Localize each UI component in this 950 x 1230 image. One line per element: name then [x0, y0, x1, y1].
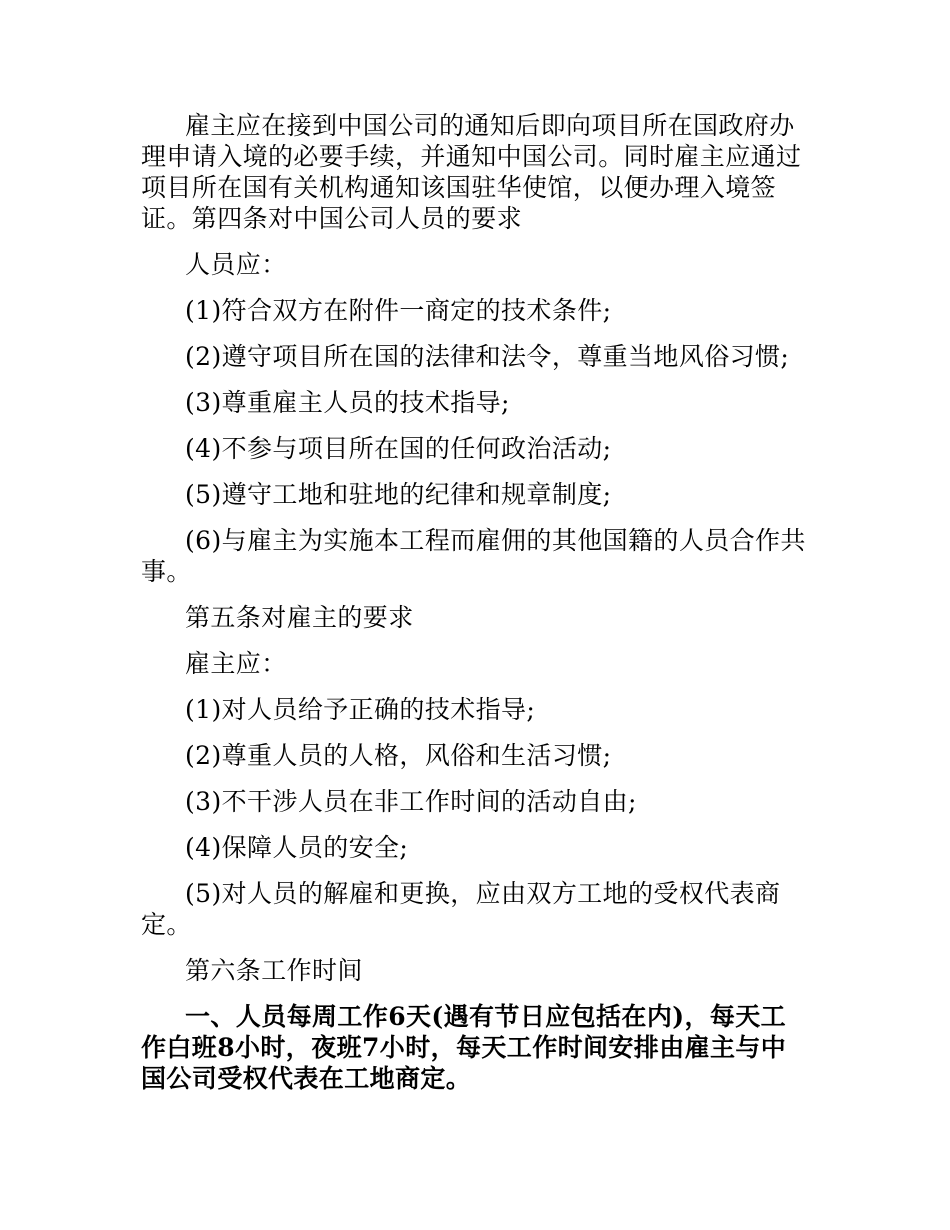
- list-item-staff-3: (3)尊重雇主人员的技术指导;: [185, 388, 510, 417]
- list-item-employer-2: (2)尊重人员的人格，风俗和生活习惯;: [185, 741, 612, 770]
- list-item-employer-4: (4)保障人员的安全;: [185, 833, 409, 862]
- list-item-staff-2: (2)遵守项目所在国的法律和法令，尊重当地风俗习惯;: [185, 342, 790, 371]
- list-item-employer-5: (5)对人员的解雇和更换，应由双方工地的受权代表商定。: [141, 879, 781, 939]
- paragraph-staff-shall: 人员应：: [185, 250, 287, 279]
- list-item-staff-5: (5)遵守工地和驻地的纪律和规章制度;: [185, 480, 612, 509]
- paragraph-employer-shall: 雇主应：: [185, 649, 287, 678]
- document-page: [141, 110, 809, 1094]
- list-item-employer-1: (1)对人员给予正确的技术指导;: [185, 695, 536, 724]
- section-heading-article-6: 第六条工作时间: [185, 956, 363, 985]
- paragraph-entry-procedure: 雇主应在接到中国公司的通知后即向项目所在国政府办理申请入境的必要手续，并通知中国公司。同时雇主应通过项目所在国有关机构通知该国驻华使馆，以便办理入境签证。第四条对中国公司人员的要求: [141, 111, 802, 233]
- list-item-staff-4: (4)不参与项目所在国的任何政治活动;: [185, 434, 612, 463]
- section-heading-article-5: 第五条对雇主的要求: [185, 603, 414, 632]
- list-item-staff-6: (6)与雇主为实施本工程而雇佣的其他国籍的人员合作共事。: [141, 526, 806, 586]
- list-item-employer-3: (3)不干涉人员在非工作时间的活动自由;: [185, 787, 637, 816]
- paragraph-working-hours: 一、人员每周工作6天(遇有节日应包括在内)，每天工作白班8小时，夜班7小时，每天工作时间安排由雇主与中国公司受权代表在工地商定。: [141, 1002, 787, 1093]
- list-item-staff-1: (1)符合双方在附件一商定的技术条件;: [185, 296, 612, 325]
